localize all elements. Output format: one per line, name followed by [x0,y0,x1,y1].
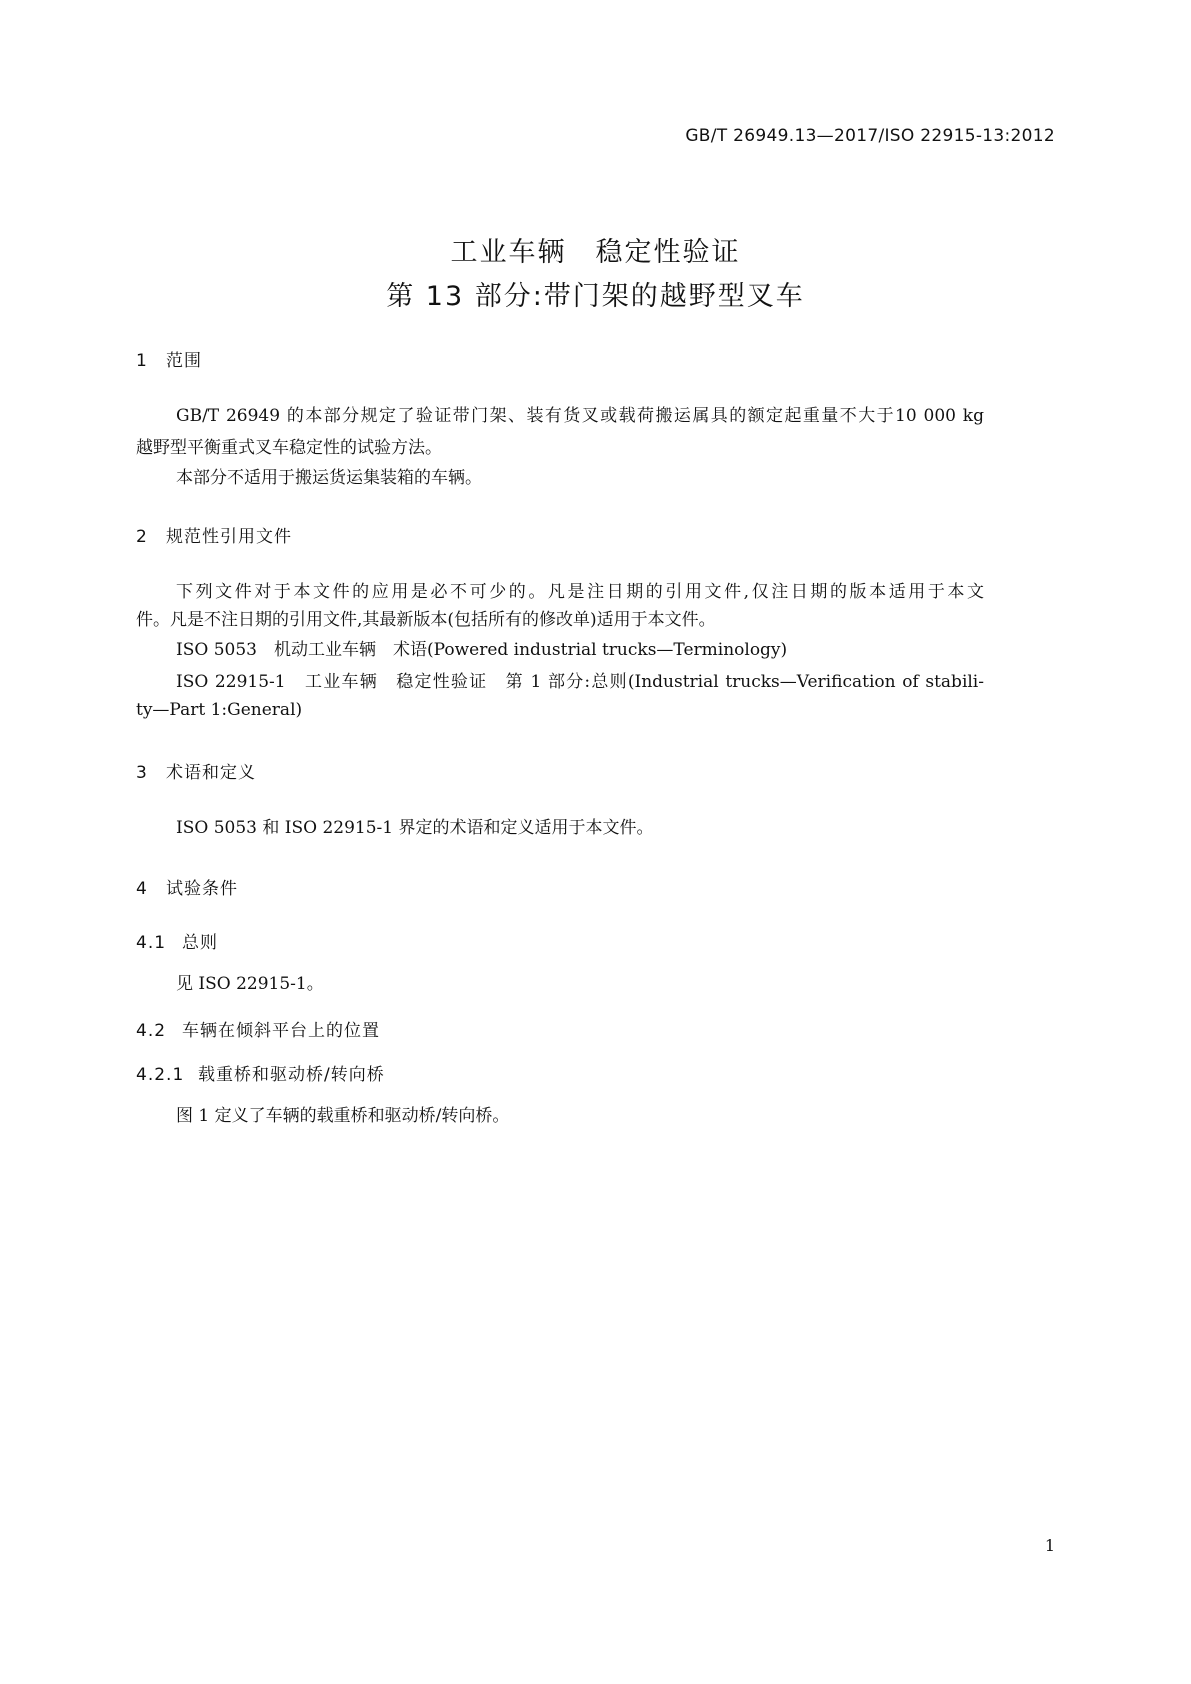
section-2-paragraph-1-line-2: 件。凡是不注日期的引用文件,其最新版本(包括所有的修改单)适用于本文件。 [136,610,716,630]
section-4-heading [136,874,238,899]
section-3-title: 术语和定义 [166,763,256,783]
reference-iso-22915-1-line-1: ISO 22915-1 工业车辆 稳定性验证 第 1 部分:总则(Industrial trucks—Verification of stabili- [176,672,984,692]
document-title-line2: 第 13 部分:带门架的越野型叉车 [386,281,805,312]
section-4-2-1-number: 4.2.1 [136,1065,185,1085]
section-3-paragraph-1: ISO 5053 和 ISO 22915-1 界定的术语和定义适用于本文件。 [176,818,654,838]
section-4-2-1-paragraph-1: 图 1 定义了车辆的载重桥和驱动桥/转向桥。 [176,1106,510,1126]
section-4-2-1-heading [136,1060,385,1085]
standard-code: GB/T 26949.13—2017/ISO 22915-13:2012 [685,126,1055,146]
section-3-number: 3 [136,763,148,783]
section-1-heading [136,346,202,371]
section-2-heading [136,522,292,547]
section-2-paragraph-1-line-1: 下列文件对于本文件的应用是必不可少的。凡是注日期的引用文件,仅注日期的版本适用于本文 [176,582,984,602]
section-3-heading [136,758,256,783]
section-4-1-paragraph-1: 见 ISO 22915-1。 [176,974,324,994]
section-1-title: 范围 [166,351,202,371]
section-4-1-number: 4.1 [136,933,167,953]
section-1-paragraph-1-line-1: GB/T 26949 的本部分规定了验证带门架、装有货叉或载荷搬运属具的额定起重量不大于10 000 kg [176,406,984,426]
section-4-number: 4 [136,879,148,899]
section-4-title: 试验条件 [166,879,238,899]
section-4-1-title: 总则 [182,933,218,953]
document-title-line1: 工业车辆 稳定性验证 [450,237,741,268]
section-4-2-1-title: 载重桥和驱动桥/转向桥 [198,1065,385,1085]
section-4-2-title: 车辆在倾斜平台上的位置 [182,1021,380,1041]
reference-iso-5053: ISO 5053 机动工业车辆 术语(Powered industrial trucks—Terminology) [176,640,788,660]
section-4-2-number: 4.2 [136,1021,167,1041]
section-1-paragraph-2: 本部分不适用于搬运货运集装箱的车辆。 [176,468,482,488]
reference-iso-22915-1-line-2: ty—Part 1:General) [136,700,303,720]
section-4-2-heading [136,1016,380,1041]
section-1-number: 1 [136,351,148,371]
section-1-paragraph-1-line-2: 越野型平衡重式叉车稳定性的试验方法。 [136,438,442,458]
section-2-number: 2 [136,527,148,547]
section-2-title: 规范性引用文件 [166,527,292,547]
section-4-1-heading [136,928,218,953]
page-number: 1 [1044,1536,1055,1555]
